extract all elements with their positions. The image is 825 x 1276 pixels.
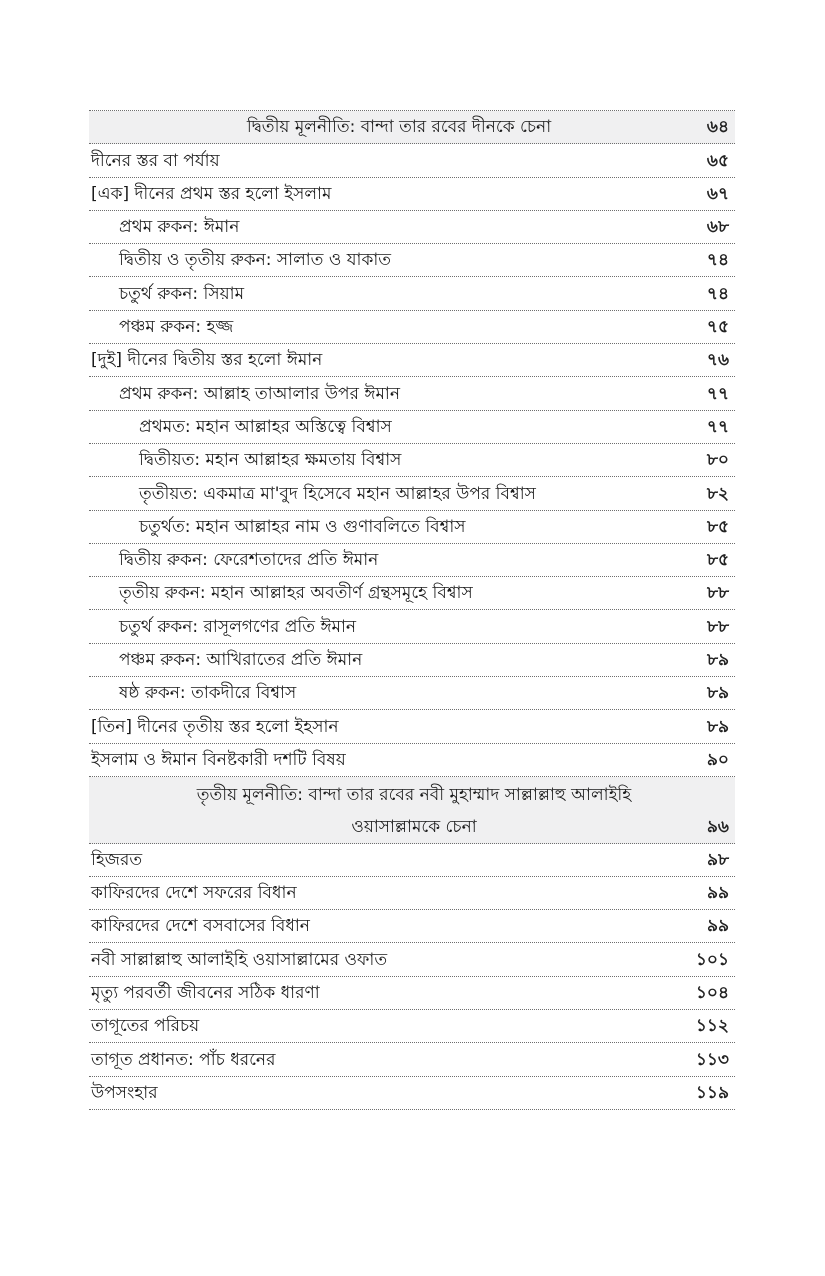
toc-entry-title: হিজরত — [91, 849, 143, 870]
toc-entry-page-number: ৬৪ — [706, 117, 729, 138]
toc-entry[interactable] — [89, 877, 735, 910]
toc-entry[interactable] — [89, 411, 735, 444]
toc-entry-page-number: ৮৯ — [706, 716, 729, 737]
toc-entry[interactable] — [89, 943, 735, 976]
toc-entry-page-number: ৭৪ — [706, 283, 729, 304]
toc-entry-page-number: ৬৭ — [706, 183, 729, 204]
toc-entry[interactable] — [89, 377, 735, 410]
toc-entry-title: পঞ্চম রুকন: আখিরাতের প্রতি ঈমান — [119, 650, 363, 671]
toc-entry[interactable] — [89, 344, 735, 377]
toc-entry-title: ইসলাম ও ঈমান বিনষ্টকারী দশটি বিষয় — [91, 749, 346, 770]
toc-entry-title: পঞ্চম রুকন: হজ্জ — [119, 317, 234, 338]
toc-entry-title: প্রথমত: মহান আল্লাহর অস্তিত্বে বিশ্বাস — [139, 416, 392, 437]
toc-entry-page-number: ৮৯ — [706, 650, 729, 671]
toc-entry-title: কাফিরদের দেশে বসবাসের বিধান — [91, 916, 310, 937]
toc-entry-title: তৃতীয়ত: একমাত্র মা'বুদ হিসেবে মহান আল্লাহর উপর বিশ্বাস — [139, 483, 536, 504]
toc-entry-page-number: ৮৫ — [706, 550, 729, 571]
toc-entry[interactable] — [89, 644, 735, 677]
toc-entry-page-number: ৯৮ — [706, 849, 729, 870]
toc-entry[interactable] — [89, 178, 735, 211]
toc-entry-page-number: ৯৯ — [706, 883, 729, 904]
toc-entry-page-number: ৭৬ — [706, 350, 729, 371]
toc-entry-page-number: ৮৮ — [706, 616, 729, 637]
toc-entry-page-number: ৭৫ — [706, 317, 729, 338]
toc-entry-title: দীনের স্তর বা পর্যায় — [91, 150, 220, 171]
toc-entry[interactable] — [89, 511, 735, 544]
toc-entry-page-number: ৯৯ — [706, 916, 729, 937]
toc-entry[interactable] — [89, 477, 735, 510]
toc-entry-page-number: ৮২ — [706, 483, 729, 504]
toc-entry-page-number: ১০৪ — [695, 983, 729, 1004]
toc-entry-page-number: ১০১ — [695, 949, 729, 970]
toc-entry[interactable] — [89, 977, 735, 1010]
toc-entry-page-number: ১১৯ — [695, 1082, 729, 1103]
toc-entry-title: দ্বিতীয় রুকন: ফেরেশতাদের প্রতি ঈমান — [119, 550, 379, 571]
toc-entry[interactable] — [89, 910, 735, 943]
toc-entry-title: [এক] দীনের প্রথম স্তর হলো ইসলাম — [91, 183, 332, 204]
toc-entry[interactable] — [89, 1010, 735, 1043]
toc-entry[interactable] — [89, 244, 735, 277]
toc-entry-title: তৃতীয় মূলনীতি: বান্দা তার রবের নবী মুহাম্মাদ সাল্লাল্লাহু আলাইহি ওয়াসাল্লামকে চেনা — [196, 784, 632, 837]
toc-entry-page-number: ৭৭ — [706, 416, 729, 437]
toc-entry-title: চতুর্থ রুকন: রাসূলগণের প্রতি ঈমান — [119, 616, 357, 637]
toc-entry[interactable] — [89, 744, 735, 777]
toc-entry-title: দ্বিতীয় ও তৃতীয় রুকন: সালাত ও যাকাত — [119, 250, 392, 271]
toc-entry-page-number: ৬৮ — [706, 217, 729, 238]
toc-entry[interactable] — [89, 577, 735, 610]
toc-entry-title: [তিন] দীনের তৃতীয় স্তর হলো ইহসান — [91, 716, 339, 737]
toc-entry[interactable] — [89, 211, 735, 244]
toc-entry-title: উপসংহার — [91, 1082, 158, 1103]
toc-entry[interactable] — [89, 144, 735, 177]
toc-entry-page-number: ৮৮ — [706, 583, 729, 604]
toc-entry[interactable] — [89, 444, 735, 477]
toc-entry-title: তাগূতের পরিচয় — [91, 1016, 200, 1037]
toc-entry-title: মৃত্যু পরবর্তী জীবনের সঠিক ধারণা — [91, 983, 320, 1004]
toc-entry[interactable] — [89, 1043, 735, 1076]
toc-entry-page-number: ৯৬ — [706, 816, 729, 837]
toc-entry-title: প্রথম রুকন: ঈমান — [119, 217, 240, 238]
toc-entry-title: নবী সাল্লাল্লাহু আলাইহি ওয়াসাল্লামের ওফাত — [91, 949, 388, 970]
toc-entry-title: ষষ্ঠ রুকন: তাকদীরে বিশ্বাস — [119, 683, 297, 704]
toc-entry-page-number: ৮৯ — [706, 683, 729, 704]
toc-entry[interactable] — [89, 677, 735, 710]
toc-entry-page-number: ৮৫ — [706, 516, 729, 537]
toc-entry-page-number: ৭৪ — [706, 250, 729, 271]
toc-entry[interactable] — [89, 710, 735, 743]
toc-entry[interactable] — [89, 311, 735, 344]
toc-entry-title: প্রথম রুকন: আল্লাহ তাআলার উপর ঈমান — [119, 383, 400, 404]
toc-entry[interactable] — [89, 610, 735, 643]
toc-entry[interactable] — [89, 844, 735, 877]
toc-entry-title: চতুর্থত: মহান আল্লাহর নাম ও গুণাবলিতে বিশ্বাস — [139, 516, 466, 537]
toc-entry-page-number: ১১২ — [695, 1016, 729, 1037]
toc-entry-title: দ্বিতীয়ত: মহান আল্লাহর ক্ষমতায় বিশ্বাস — [139, 450, 402, 471]
toc-entry-page-number: ১১৩ — [695, 1049, 729, 1070]
toc-entry[interactable] — [89, 277, 735, 310]
toc-entry-page-number: ৭৭ — [706, 383, 729, 404]
table-of-contents — [89, 110, 735, 1110]
toc-entry-page-number: ৯০ — [706, 749, 729, 770]
toc-entry-title: দ্বিতীয় মূলনীতি: বান্দা তার রবের দীনকে চেনা — [246, 117, 552, 138]
toc-entry[interactable] — [89, 1077, 735, 1110]
toc-entry-page-number: ৬৫ — [706, 150, 729, 171]
toc-entry-title: কাফিরদের দেশে সফরের বিধান — [91, 883, 297, 904]
toc-section-header[interactable] — [89, 777, 735, 844]
toc-entry-page-number: ৮০ — [706, 450, 729, 471]
toc-entry[interactable] — [89, 544, 735, 577]
toc-section-header[interactable] — [89, 111, 735, 144]
toc-entry-title: তৃতীয় রুকন: মহান আল্লাহর অবতীর্ণ গ্রন্থসমূহে বিশ্বাস — [119, 583, 473, 604]
toc-entry-title: তাগূত প্রধানত: পাঁচ ধরনের — [91, 1049, 276, 1070]
toc-entry-title: [দুই] দীনের দ্বিতীয় স্তর হলো ঈমান — [91, 350, 323, 371]
toc-entry-title: চতুর্থ রুকন: সিয়াম — [119, 283, 245, 304]
